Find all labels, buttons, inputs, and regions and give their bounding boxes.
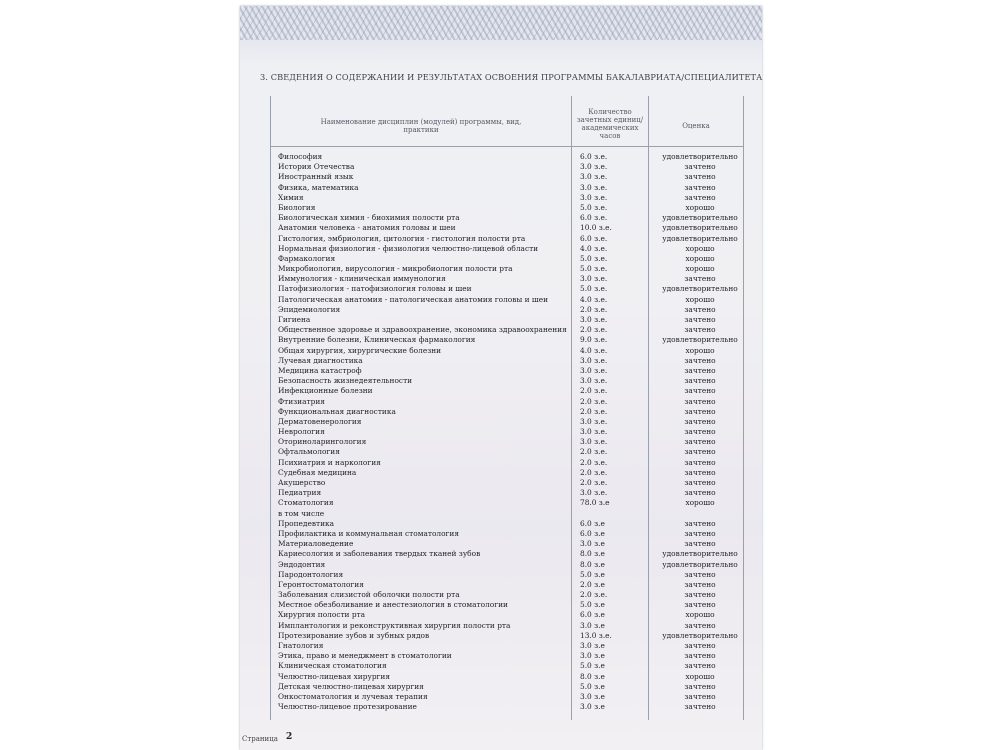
page-number: 2 (286, 732, 293, 742)
discipline-name: Пропедевтика (278, 518, 335, 528)
table-row (278, 560, 742, 570)
table-body (278, 152, 742, 712)
credits-value: 2.0 з.е. (580, 478, 608, 487)
discipline-name: Клиническая стоматология (278, 661, 387, 671)
credits-value: 3.0 з.е. (580, 355, 608, 365)
table-row (278, 152, 742, 162)
discipline-name: Стоматология (278, 498, 334, 508)
table-row (278, 305, 742, 315)
grade-value: зачтено (684, 355, 716, 365)
credits-value: 4.0 з.е. (580, 294, 608, 304)
discipline-name: Медицина катастроф (278, 365, 362, 375)
grade-value: зачтено (684, 315, 716, 324)
table-row (278, 661, 742, 671)
grade-value: хорошо (685, 294, 715, 304)
grade-value: зачтено (684, 620, 716, 630)
grade-value: хорошо (685, 345, 715, 355)
grade-value: зачтено (684, 528, 716, 538)
header-credits: Количество зачетных единиц/ академических часов (576, 108, 644, 140)
discipline-name: Нормальная физиология - физиология челюстно-лицевой области (278, 243, 539, 253)
grade-value: зачтено (684, 691, 716, 701)
table-row (278, 509, 742, 519)
credits-value: 78.0 з.е (580, 498, 610, 508)
credits-value: 2.0 з.е. (580, 304, 608, 314)
grade-value: удовлетворительно (662, 549, 738, 559)
credits-value: 6.0 з.е. (580, 213, 608, 223)
credits-value: 13.0 з.е. (580, 630, 612, 640)
credits-value: 4.0 з.е. (580, 345, 608, 355)
guilloche-border (240, 6, 762, 40)
discipline-name: Иностранный язык (278, 172, 354, 182)
table-row (278, 458, 742, 468)
discipline-name: Кариесология и заболевания твердых тканей зубов (278, 549, 481, 559)
grade-value: хорошо (685, 202, 715, 212)
grade-value: зачтено (684, 437, 716, 447)
grade-value: зачтено (684, 447, 716, 457)
grade-value: хорошо (685, 671, 715, 681)
credits-value: 2.0 з.е. (580, 447, 608, 457)
credits-value: 5.0 з.е. (580, 202, 608, 212)
grade-value: удовлетворительно (662, 233, 738, 243)
table-row (278, 519, 742, 529)
table-row (278, 682, 742, 692)
discipline-name: Судебная медицина (278, 467, 357, 477)
discipline-name: Анатомия человека - анатомия головы и шеи (278, 223, 456, 233)
discipline-name: Гнатология (278, 641, 324, 650)
table-row (278, 274, 742, 284)
grade-value: зачтено (684, 539, 716, 549)
discipline-name: Хирургия полости рта (278, 610, 366, 620)
grade-value: зачтено (684, 396, 716, 406)
grade-value: зачтено (684, 661, 716, 671)
credits-value: 3.0 з.е. (580, 437, 608, 447)
table-row (278, 488, 742, 498)
grade-value: удовлетворительно (662, 630, 738, 640)
credits-value: 10.0 з.е. (580, 223, 612, 233)
credits-value: 3.0 з.е (580, 539, 605, 549)
discipline-name: Патологическая анатомия - патологическая анатомия головы и шеи (278, 294, 549, 304)
table-row (278, 234, 742, 244)
grade-value: зачтено (684, 651, 716, 661)
discipline-name: Эпидемиология (278, 304, 341, 314)
grade-value: зачтено (684, 376, 716, 386)
header-grade: Оценка (682, 122, 710, 130)
grade-value: зачтено (684, 386, 716, 396)
table-row (278, 641, 742, 651)
table-row (278, 397, 742, 407)
table-row (278, 183, 742, 193)
credits-value: 2.0 з.е. (580, 386, 608, 396)
credits-value: 8.0 з.е (580, 671, 605, 681)
table-row (278, 539, 742, 549)
discipline-name: Челюстно-лицевая хирургия (278, 671, 391, 681)
grade-value: удовлетворительно (662, 335, 738, 345)
discipline-name: Имплантология и реконструктивная хирургия полости рта (278, 620, 511, 630)
grade-value: зачтено (684, 192, 716, 202)
discipline-name: Фармакология (278, 253, 336, 263)
discipline-name: Этика, право и менеджмент в стоматологии (278, 651, 452, 661)
table-row (278, 621, 742, 631)
credits-value: 3.0 з.е. (580, 315, 608, 324)
grade-value: зачтено (684, 416, 716, 426)
credits-value: 5.0 з.е (580, 661, 605, 671)
discipline-name: Местное обезболивание и анестезиология в стоматологии (278, 600, 508, 610)
discipline-name: Биология (278, 202, 316, 212)
table-row (278, 427, 742, 437)
discipline-name: Неврология (278, 427, 325, 437)
credits-value: 3.0 з.е (580, 620, 605, 630)
grade-value: хорошо (685, 243, 715, 253)
credits-value: 5.0 з.е (580, 569, 605, 579)
table-row (278, 417, 742, 427)
table-row (278, 172, 742, 182)
grade-value: зачтено (684, 488, 716, 498)
grade-value: зачтено (684, 162, 716, 172)
table-row (278, 407, 742, 417)
discipline-name: в том числе (278, 508, 325, 518)
discipline-name: Онкостоматология и лучевая терапия (278, 691, 428, 701)
table-row (278, 692, 742, 702)
discipline-name: Микробиология, вирусология - микробиология полости рта (278, 264, 513, 274)
credits-value: 4.0 з.е. (580, 243, 608, 253)
table-row (278, 610, 742, 620)
credits-value: 6.0 з.е (580, 610, 605, 620)
table-row (278, 570, 742, 580)
table-row (278, 356, 742, 366)
credits-value: 2.0 з.е. (580, 467, 608, 477)
credits-value: 3.0 з.е (580, 651, 605, 661)
discipline-name: Патофизиология - патофизиология головы и шеи (278, 284, 472, 294)
credits-value: 3.0 з.е. (580, 162, 608, 172)
grade-value: зачтено (684, 478, 716, 487)
grade-value: удовлетворительно (662, 213, 738, 223)
table-row (278, 590, 742, 600)
discipline-name: Детская челюстно-лицевая хирургия (278, 681, 424, 691)
credits-value: 6.0 з.е. (580, 152, 608, 161)
table-row (278, 193, 742, 203)
credits-value: 3.0 з.е. (580, 488, 608, 498)
table-row (278, 437, 742, 447)
header-discipline: Наименование дисциплин (модулей) программы, вид, практики (320, 118, 522, 134)
discipline-name: Протезирование зубов и зубных рядов (278, 630, 430, 640)
discipline-name: Физика, математика (278, 182, 359, 192)
table-row (278, 631, 742, 641)
grade-value: зачтено (684, 518, 716, 528)
discipline-name: Профилактика и коммунальная стоматология (278, 528, 460, 538)
discipline-name: Инфекционные болезни (278, 386, 373, 396)
discipline-name: Общая хирургия, хирургические болезни (278, 345, 442, 355)
grade-value: удовлетворительно (662, 284, 738, 294)
table-row (278, 346, 742, 356)
grade-value: зачтено (684, 457, 716, 467)
credits-value: 8.0 з.е (580, 559, 605, 569)
grade-value: зачтено (684, 182, 716, 192)
grade-value: зачтено (684, 467, 716, 477)
discipline-name: Гигиена (278, 315, 311, 324)
discipline-name: Иммунология - клиническая иммунология (278, 274, 446, 284)
grade-value: зачтено (684, 600, 716, 610)
grade-value: зачтено (684, 304, 716, 314)
credits-value: 5.0 з.е. (580, 253, 608, 263)
discipline-name: Акушерство (278, 478, 326, 487)
discipline-name: Безопасность жизнедеятельности (278, 376, 413, 386)
credits-value: 3.0 з.е. (580, 172, 608, 182)
discipline-name: Педиатрия (278, 488, 322, 498)
table-row (278, 386, 742, 396)
table-row (278, 284, 742, 294)
table-row (278, 600, 742, 610)
discipline-name: Гистология, эмбриология, цитология - гистология полости рта (278, 233, 526, 243)
grade-value: зачтено (684, 569, 716, 579)
credits-value: 3.0 з.е. (580, 416, 608, 426)
table-row (278, 366, 742, 376)
credits-value: 2.0 з.е. (580, 406, 608, 416)
table-row (278, 376, 742, 386)
table-row (278, 651, 742, 661)
table-row (278, 702, 742, 712)
credits-value: 2.0 з.е (580, 579, 605, 589)
grade-value: зачтено (684, 274, 716, 284)
credits-value: 5.0 з.е. (580, 284, 608, 294)
grade-value: зачтено (684, 702, 716, 712)
credits-value: 5.0 з.е (580, 600, 605, 610)
discipline-name: Общественное здоровье и здравоохранение, экономика здравоохранения (278, 325, 567, 335)
document-page (240, 6, 762, 750)
credits-value: 5.0 з.е (580, 681, 605, 691)
credits-value: 3.0 з.е. (580, 376, 608, 386)
page-label: Страница (242, 735, 278, 743)
discipline-name: История Отечества (278, 162, 355, 172)
discipline-name: Эндодонтия (278, 559, 326, 569)
grade-value: зачтено (684, 406, 716, 416)
credits-value: 6.0 з.е (580, 518, 605, 528)
discipline-name: Фтизиатрия (278, 396, 325, 406)
section-title: 3. СВЕДЕНИЯ О СОДЕРЖАНИИ И РЕЗУЛЬТАТАХ ОСВОЕНИЯ ПРОГРАММЫ БАКАЛАВРИАТА/СПЕЦИАЛИТЕТА (260, 72, 763, 82)
table-row (278, 468, 742, 478)
credits-value: 8.0 з.е (580, 549, 605, 559)
discipline-name: Биологическая химия - биохимия полости рта (278, 213, 460, 223)
credits-value: 6.0 з.е. (580, 233, 608, 243)
discipline-name: Внутренние болезни, Клиническая фармакология (278, 335, 476, 345)
discipline-name: Пародонтология (278, 569, 344, 579)
discipline-name: Философия (278, 152, 323, 161)
table-row (278, 203, 742, 213)
table-row (278, 580, 742, 590)
table-row (278, 264, 742, 274)
discipline-name: Дерматовенерология (278, 416, 362, 426)
credits-value: 3.0 з.е. (580, 274, 608, 284)
discipline-name: Химия (278, 192, 304, 202)
grade-value: удовлетворительно (662, 559, 738, 569)
table-row (278, 223, 742, 233)
grade-value: зачтено (684, 590, 716, 600)
discipline-name: Офтальмология (278, 447, 340, 457)
credits-value: 2.0 з.е. (580, 457, 608, 467)
discipline-name: Геронтостоматология (278, 579, 364, 589)
discipline-name: Функциональная диагностика (278, 406, 396, 416)
grade-value: хорошо (685, 610, 715, 620)
table-row (278, 672, 742, 682)
table-row (278, 213, 742, 223)
credits-value: 6.0 з.е (580, 528, 605, 538)
discipline-name: Заболевания слизистой оболочки полости рта (278, 590, 460, 600)
grade-value: удовлетворительно (662, 223, 738, 233)
grade-value: хорошо (685, 498, 715, 508)
credits-value: 2.0 з.е. (580, 590, 608, 600)
credits-value: 3.0 з.е. (580, 192, 608, 202)
grade-value: зачтено (684, 427, 716, 437)
grade-value: зачтено (684, 579, 716, 589)
discipline-name: Оториноларингология (278, 437, 367, 447)
header-divider (271, 146, 743, 147)
grade-value: зачтено (684, 681, 716, 691)
credits-value: 3.0 з.е. (580, 365, 608, 375)
credits-value: 3.0 з.е (580, 702, 605, 712)
table-row (278, 295, 742, 305)
table-row (278, 549, 742, 559)
table-row (278, 478, 742, 488)
table-row (278, 162, 742, 172)
credits-value: 9.0 з.е. (580, 335, 608, 345)
grade-value: удовлетворительно (662, 152, 738, 161)
discipline-name: Лучевая диагностика (278, 355, 363, 365)
discipline-name: Челюстно-лицевое протезирование (278, 702, 417, 712)
table-row (278, 315, 742, 325)
grade-value: зачтено (684, 172, 716, 182)
table-row (278, 447, 742, 457)
grade-value: зачтено (684, 325, 716, 335)
table-row (278, 254, 742, 264)
table-row (278, 529, 742, 539)
credits-value: 5.0 з.е. (580, 264, 608, 274)
credits-value: 2.0 з.е. (580, 325, 608, 335)
discipline-name: Психиатрия и наркология (278, 457, 381, 467)
discipline-name: Материаловедение (278, 539, 354, 549)
grade-value: зачтено (684, 641, 716, 650)
table-row (278, 244, 742, 254)
grade-value: зачтено (684, 365, 716, 375)
credits-value: 3.0 з.е. (580, 427, 608, 437)
credits-value: 3.0 з.е (580, 691, 605, 701)
table-row (278, 498, 742, 508)
credits-value: 2.0 з.е. (580, 396, 608, 406)
grade-value: хорошо (685, 253, 715, 263)
grade-value: хорошо (685, 264, 715, 274)
table-row (278, 335, 742, 345)
table-row (278, 325, 742, 335)
credits-value: 3.0 з.е (580, 641, 605, 650)
credits-value: 3.0 з.е. (580, 182, 608, 192)
